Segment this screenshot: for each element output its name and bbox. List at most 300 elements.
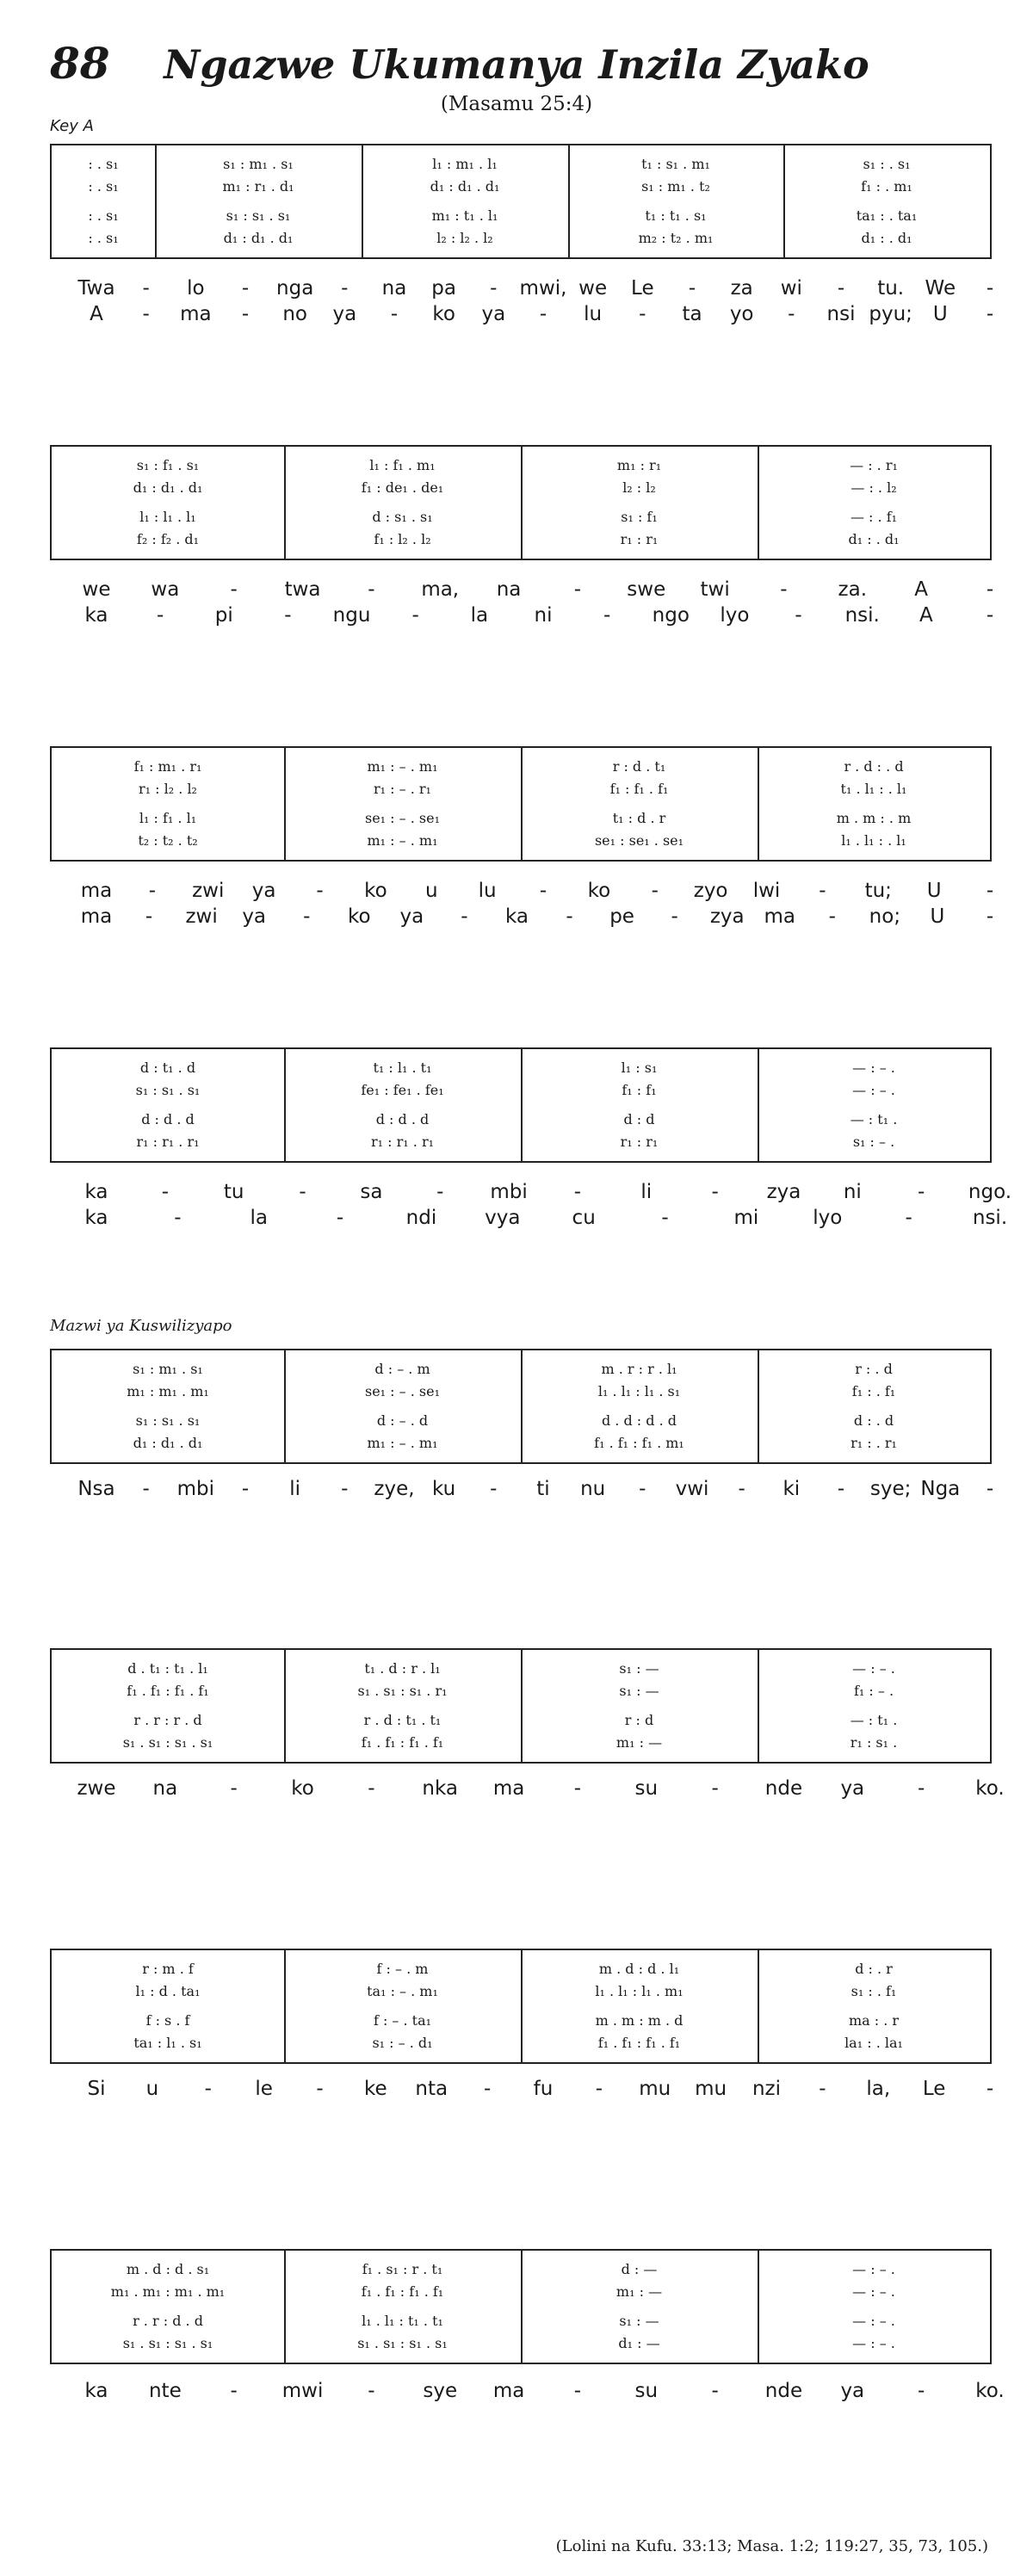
solfa-notes: r : d xyxy=(624,1712,654,1728)
solfa-notes: f₁ : . f₁ xyxy=(851,1383,896,1399)
voice-row xyxy=(52,2012,990,2029)
solfa-notes: m₁ : — xyxy=(615,2283,663,2300)
solfa-notes: s₁ : f₁ xyxy=(621,509,658,525)
syllable-hyphen: - xyxy=(566,905,573,928)
lyric-syllable: lo xyxy=(187,277,205,300)
solfa-notes: r₁ : . r₁ xyxy=(851,1435,897,1451)
syllable-hyphen: - xyxy=(204,2078,212,2100)
solfa-notes: fe₁ : fe₁ . fe₁ xyxy=(361,1082,444,1098)
syllable-hyphen: - xyxy=(651,880,659,902)
lyric-syllable: vya xyxy=(485,1207,521,1229)
lyric-syllable: nsi. xyxy=(844,604,880,627)
solfa-notes: l₁ : m₁ . l₁ xyxy=(432,156,498,172)
syllable-hyphen: - xyxy=(639,1478,646,1500)
solfa-notes: s₁ : – . xyxy=(852,1134,895,1150)
voice-row xyxy=(52,1111,990,1128)
solfa-notes: m₂ : t₂ . m₁ xyxy=(638,230,714,246)
lyric-syllable: zya xyxy=(766,1181,801,1203)
lyric-syllable: ma xyxy=(492,1777,525,1800)
solfa-notes: f₁ : f₁ xyxy=(622,1082,657,1098)
solfa-notes: l₂ : l₂ xyxy=(622,479,656,496)
lyric-syllable: u xyxy=(145,2078,159,2100)
syllable-hyphen: - xyxy=(905,1207,912,1229)
music-system xyxy=(50,144,992,259)
lyric-line xyxy=(0,277,1033,301)
lyric-line xyxy=(0,578,1033,602)
lyric-syllable: zyo xyxy=(693,880,728,902)
syllable-hyphen: - xyxy=(573,2380,582,2402)
lyric-syllable: ni xyxy=(843,1181,862,1203)
solfa-notes: la₁ : . la₁ xyxy=(844,2035,903,2051)
lyric-syllable: la xyxy=(250,1207,268,1229)
syllable-hyphen: - xyxy=(986,303,994,325)
solfa-notes: l₁ . l₁ : l₁ . m₁ xyxy=(595,1983,684,1999)
syllable-hyphen: - xyxy=(461,905,468,928)
voice-row xyxy=(52,1134,990,1151)
lyric-syllable: mu xyxy=(639,2078,671,2100)
lyric-syllable: mu xyxy=(695,2078,727,2100)
lyric-syllable: Si xyxy=(87,2078,106,2100)
lyric-syllable: na xyxy=(152,1777,178,1800)
solfa-notes: r₁ : r₁ xyxy=(620,531,659,547)
lyric-syllable: mi xyxy=(733,1207,759,1229)
lyric-syllable: nzi xyxy=(752,2078,782,2100)
lyric-syllable: la xyxy=(470,604,489,627)
solfa-notes: r₁ : l₂ . l₂ xyxy=(139,781,197,797)
voice-row xyxy=(52,1059,990,1077)
syllable-hyphen: - xyxy=(316,880,324,902)
syllable-hyphen: - xyxy=(299,1181,306,1203)
lyric-syllable: nka xyxy=(422,1777,459,1800)
syllable-hyphen: - xyxy=(711,2380,719,2402)
lyric-syllable: Nga xyxy=(920,1478,961,1500)
solfa-notes: r₁ : r₁ . r₁ xyxy=(136,1134,200,1150)
syllable-hyphen: - xyxy=(986,277,994,300)
voice-row xyxy=(52,479,990,497)
lyric-syllable: U xyxy=(930,905,945,928)
solfa-notes: r . r : d . d xyxy=(133,2313,203,2329)
lyric-syllable: zwi xyxy=(192,880,225,902)
lyric-syllable: ni xyxy=(534,604,553,627)
lyric-syllable: ti xyxy=(536,1478,550,1500)
solfa-notes: d : d . d xyxy=(141,1111,195,1127)
solfa-notes: m . r : r . l₁ xyxy=(601,1361,677,1377)
solfa-notes: s₁ : m₁ . t₂ xyxy=(641,178,710,195)
lyric-syllable: ka xyxy=(504,905,529,928)
solfa-notes: s₁ : s₁ . s₁ xyxy=(135,1082,201,1098)
syllable-hyphen: - xyxy=(142,1478,150,1500)
solfa-notes: l₁ : d . ta₁ xyxy=(135,1983,201,1999)
music-system xyxy=(50,746,992,862)
solfa-notes: m₁ : – . m₁ xyxy=(367,758,438,775)
page-number: 88 xyxy=(50,38,110,89)
lyric-syllable: ma xyxy=(492,2380,525,2402)
syllable-hyphen: - xyxy=(241,303,250,325)
syllable-hyphen: - xyxy=(241,1478,250,1500)
syllable-hyphen: - xyxy=(368,1777,375,1800)
lyric-syllable: twi xyxy=(700,578,730,601)
music-system xyxy=(50,445,992,560)
solfa-notes: m₁ : r₁ . d₁ xyxy=(222,178,294,195)
lyric-syllable: zye, xyxy=(374,1478,415,1500)
lyric-syllable: zwi xyxy=(185,905,218,928)
lyric-syllable: zwe xyxy=(77,1777,116,1800)
voice-row xyxy=(52,1383,990,1400)
solfa-notes: r₁ : – . r₁ xyxy=(374,781,431,797)
syllable-hyphen: - xyxy=(788,303,795,325)
lyric-syllable: A xyxy=(90,303,103,325)
scripture-reference: (Masamu 25:4) xyxy=(440,93,593,115)
syllable-hyphen: - xyxy=(490,1478,498,1500)
solfa-notes: f : – . m xyxy=(376,1961,429,1977)
lyric-syllable: ya xyxy=(840,1777,865,1800)
lyric-syllable: Nsa xyxy=(77,1478,115,1500)
syllable-hyphen: - xyxy=(917,1181,925,1203)
lyric-syllable: sye; xyxy=(869,1478,912,1500)
lyric-syllable: A xyxy=(914,578,929,601)
lyric-syllable: ma xyxy=(80,880,113,902)
lyric-syllable: ngo xyxy=(652,604,690,627)
music-system xyxy=(50,1047,992,1163)
solfa-notes: f₁ : f₁ . f₁ xyxy=(609,781,669,797)
syllable-hyphen: - xyxy=(595,2078,603,2100)
syllable-hyphen: - xyxy=(917,1777,925,1800)
lyric-syllable: Le xyxy=(631,277,654,300)
syllable-hyphen: - xyxy=(819,2078,826,2100)
lyric-line xyxy=(0,880,1033,904)
lyric-syllable: we xyxy=(82,578,111,601)
voice-row xyxy=(52,1082,990,1099)
solfa-notes: f₁ . f₁ : f₁ . m₁ xyxy=(594,1435,684,1451)
voice-row xyxy=(52,2313,990,2330)
solfa-notes: f₁ . f₁ : f₁ . f₁ xyxy=(597,2035,681,2051)
solfa-notes: d₁ : . d₁ xyxy=(861,230,912,246)
lyric-line xyxy=(0,1478,1033,1502)
solfa-notes: s₁ : — xyxy=(619,1660,659,1677)
solfa-notes: d : — xyxy=(621,2261,658,2277)
lyric-syllable: Le xyxy=(922,2078,946,2100)
lyric-syllable: tu xyxy=(223,1181,244,1203)
solfa-notes: l₁ . l₁ : t₁ . t₁ xyxy=(362,2313,443,2329)
syllable-hyphen: - xyxy=(711,1777,719,1800)
song-title: Ngazwe Ukumanya Inzila Zyako xyxy=(164,41,869,88)
lyric-syllable: ka xyxy=(84,604,108,627)
solfa-notes: l₁ : f₁ . m₁ xyxy=(369,457,436,473)
lyric-syllable: ya xyxy=(481,303,506,325)
lyric-syllable: no xyxy=(282,303,307,325)
solfa-notes: f₁ : m₁ . r₁ xyxy=(133,758,202,775)
solfa-notes: s₁ : — xyxy=(619,1683,659,1699)
solfa-notes: m . d : d . l₁ xyxy=(598,1961,680,1977)
solfa-notes: s₁ : – . d₁ xyxy=(372,2035,433,2051)
solfa-notes: — : – . xyxy=(852,2283,895,2300)
voice-row xyxy=(52,1734,990,1751)
solfa-notes: se₁ : se₁ . se₁ xyxy=(594,832,684,849)
lyric-syllable: za xyxy=(730,277,753,300)
syllable-hyphen: - xyxy=(174,1207,182,1229)
voice-row xyxy=(52,1361,990,1378)
syllable-hyphen: - xyxy=(390,303,399,325)
lyric-syllable: mbi xyxy=(176,1478,215,1500)
lyric-syllable: ma xyxy=(80,905,113,928)
solfa-notes: d₁ : d₁ . d₁ xyxy=(133,1435,203,1451)
solfa-notes: t₁ . l₁ : . l₁ xyxy=(840,781,907,797)
syllable-hyphen: - xyxy=(303,905,311,928)
syllable-hyphen: - xyxy=(986,578,994,601)
solfa-notes: s₁ : f₁ . s₁ xyxy=(136,457,200,473)
voice-row xyxy=(52,2335,990,2352)
syllable-hyphen: - xyxy=(284,604,292,627)
solfa-notes: d : d . d xyxy=(375,1111,430,1127)
lyric-line xyxy=(0,604,1033,628)
syllable-hyphen: - xyxy=(986,1478,994,1500)
solfa-notes: se₁ : – . se₁ xyxy=(364,810,441,826)
lyric-syllable: ke xyxy=(364,2078,387,2100)
lyric-syllable: na xyxy=(496,578,522,601)
solfa-notes: : . s₁ xyxy=(88,230,119,246)
lyric-syllable: no; xyxy=(869,905,901,928)
lyric-syllable: ka xyxy=(84,1181,108,1203)
music-system xyxy=(50,2249,992,2364)
lyric-syllable: na xyxy=(381,277,407,300)
voice-row xyxy=(52,207,990,225)
solfa-notes: — : – . xyxy=(852,1059,895,1076)
solfa-notes: s₁ : m₁ . s₁ xyxy=(133,1361,203,1377)
syllable-hyphen: - xyxy=(156,604,164,627)
key-signature: Key A xyxy=(50,117,94,135)
refrain-label: Mazwi ya Kuswilizyapo xyxy=(50,1317,232,1335)
music-system xyxy=(50,1949,992,2064)
solfa-notes: f₁ . f₁ : f₁ . f₁ xyxy=(361,2283,444,2300)
lyric-syllable: ma xyxy=(180,303,212,325)
syllable-hyphen: - xyxy=(573,1777,582,1800)
lyric-syllable: ki xyxy=(782,1478,801,1500)
syllable-hyphen: - xyxy=(341,1478,349,1500)
solfa-notes: m₁ : – . m₁ xyxy=(367,1435,438,1451)
solfa-notes: t₁ : s₁ . m₁ xyxy=(641,156,710,172)
voice-row xyxy=(52,1683,990,1700)
syllable-hyphen: - xyxy=(837,277,845,300)
lyric-syllable: su xyxy=(634,2380,659,2402)
syllable-hyphen: - xyxy=(573,1181,582,1203)
lyric-syllable: ma xyxy=(764,905,795,928)
voice-row xyxy=(52,758,990,775)
solfa-notes: : . s₁ xyxy=(88,156,119,172)
voice-row xyxy=(52,457,990,474)
lyric-syllable: ko xyxy=(347,905,371,928)
syllable-hyphen: - xyxy=(230,2380,238,2402)
lyric-syllable: cu xyxy=(572,1207,596,1229)
solfa-notes: l₂ : l₂ . l₂ xyxy=(436,230,493,246)
voice-row xyxy=(52,178,990,195)
syllable-hyphen: - xyxy=(986,880,994,902)
syllable-hyphen: - xyxy=(436,1181,444,1203)
lyric-syllable: U xyxy=(926,880,942,902)
solfa-notes: — : t₁ . xyxy=(850,1111,898,1127)
syllable-hyphen: - xyxy=(986,905,994,928)
solfa-notes: s₁ : s₁ . s₁ xyxy=(135,1412,201,1429)
solfa-notes: — : – . xyxy=(852,2261,895,2277)
lyric-syllable: ko xyxy=(587,880,611,902)
music-system xyxy=(50,1349,992,1464)
syllable-hyphen: - xyxy=(539,303,547,325)
voice-row xyxy=(52,1412,990,1430)
voice-row xyxy=(52,531,990,548)
lyric-syllable: ka xyxy=(84,1207,108,1229)
voice-row xyxy=(52,781,990,798)
lyric-syllable: lu xyxy=(478,880,497,902)
voice-row xyxy=(52,1961,990,1978)
lyric-syllable: we xyxy=(578,277,608,300)
syllable-hyphen: - xyxy=(795,604,802,627)
solfa-notes: l₁ : f₁ . l₁ xyxy=(139,810,197,826)
solfa-notes: m₁ : r₁ xyxy=(616,457,662,473)
lyric-syllable: ya xyxy=(242,905,267,928)
solfa-notes: d₁ : d₁ . d₁ xyxy=(223,230,294,246)
lyric-syllable: la, xyxy=(866,2078,891,2100)
solfa-notes: ta₁ : – . m₁ xyxy=(367,1983,438,1999)
voice-row xyxy=(52,1712,990,1729)
footer-references: (Lolini na Kufu. 33:13; Masa. 1:2; 119:27, 35, 73, 105.) xyxy=(555,2537,988,2555)
syllable-hyphen: - xyxy=(241,277,250,300)
solfa-notes: m₁ : m₁ . m₁ xyxy=(127,1383,209,1399)
lyric-line xyxy=(0,1181,1033,1205)
solfa-notes: se₁ : – . se₁ xyxy=(364,1383,441,1399)
solfa-notes: d . d : d . d xyxy=(601,1412,677,1429)
lyric-syllable: u xyxy=(424,880,438,902)
syllable-hyphen: - xyxy=(316,2078,324,2100)
solfa-notes: — : . l₂ xyxy=(851,479,897,496)
lyric-line xyxy=(0,1777,1033,1801)
syllable-hyphen: - xyxy=(828,905,836,928)
voice-row xyxy=(52,1983,990,2000)
syllable-hyphen: - xyxy=(661,1207,669,1229)
solfa-notes: d : – . d xyxy=(376,1412,429,1429)
solfa-notes: ta₁ : l₁ . s₁ xyxy=(133,2035,202,2051)
syllable-hyphen: - xyxy=(738,1478,745,1500)
lyric-syllable: zya xyxy=(709,905,745,928)
syllable-hyphen: - xyxy=(230,578,238,601)
syllable-hyphen: - xyxy=(917,2380,925,2402)
lyric-syllable: fu xyxy=(533,2078,554,2100)
solfa-notes: d : s₁ . s₁ xyxy=(372,509,433,525)
syllable-hyphen: - xyxy=(639,303,646,325)
solfa-notes: s₁ : m₁ . s₁ xyxy=(223,156,294,172)
solfa-notes: : . s₁ xyxy=(88,178,119,195)
solfa-notes: s₁ . s₁ : s₁ . s₁ xyxy=(122,2335,213,2351)
syllable-hyphen: - xyxy=(142,277,150,300)
lyric-line xyxy=(0,303,1033,327)
lyric-syllable: pi xyxy=(214,604,233,627)
solfa-notes: f₁ . f₁ : f₁ . f₁ xyxy=(127,1683,209,1699)
lyric-syllable: nga xyxy=(276,277,314,300)
syllable-hyphen: - xyxy=(819,880,826,902)
solfa-notes: r : . d xyxy=(855,1361,893,1377)
voice-row xyxy=(52,810,990,827)
solfa-notes: m₁ : – . m₁ xyxy=(367,832,438,849)
solfa-notes: l₁ . l₁ : l₁ . s₁ xyxy=(597,1383,681,1399)
syllable-hyphen: - xyxy=(490,277,498,300)
solfa-notes: d₁ : — xyxy=(618,2335,660,2351)
solfa-notes: r . d : t₁ . t₁ xyxy=(363,1712,442,1728)
solfa-notes: d : . r xyxy=(855,1961,893,1977)
lyric-syllable: sye xyxy=(423,2380,458,2402)
lyric-syllable: nsi. xyxy=(972,1207,1008,1229)
lyric-syllable: wa xyxy=(151,578,180,601)
lyric-syllable: ku xyxy=(432,1478,456,1500)
lyric-syllable: nte xyxy=(148,2380,182,2402)
lyric-syllable: wi xyxy=(780,277,802,300)
voice-row xyxy=(52,2261,990,2278)
lyric-syllable: sa xyxy=(360,1181,383,1203)
solfa-notes: m₁ : t₁ . l₁ xyxy=(431,207,498,224)
lyric-syllable: su xyxy=(634,1777,659,1800)
syllable-hyphen: - xyxy=(411,604,419,627)
syllable-hyphen: - xyxy=(161,1181,169,1203)
solfa-notes: d₁ : . d₁ xyxy=(848,531,900,547)
solfa-notes: — : – . xyxy=(852,2313,895,2329)
lyric-syllable: We xyxy=(925,277,956,300)
syllable-hyphen: - xyxy=(603,604,611,627)
solfa-notes: d . t₁ : t₁ . l₁ xyxy=(127,1660,208,1677)
solfa-notes: t₁ : d . r xyxy=(612,810,666,826)
voice-row xyxy=(52,156,990,173)
lyric-syllable: pa xyxy=(431,277,457,300)
lyric-syllable: ya xyxy=(251,880,276,902)
syllable-hyphen: - xyxy=(336,1207,344,1229)
syllable-hyphen: - xyxy=(142,303,150,325)
solfa-notes: m . m : . m xyxy=(836,810,912,826)
solfa-notes: s₁ : — xyxy=(619,2313,659,2329)
lyric-syllable: ngo. xyxy=(968,1181,1012,1203)
syllable-hyphen: - xyxy=(148,880,157,902)
solfa-notes: r : d . t₁ xyxy=(612,758,666,775)
syllable-hyphen: - xyxy=(837,1478,845,1500)
lyric-syllable: ko xyxy=(432,303,455,325)
solfa-notes: l₁ . l₁ : . l₁ xyxy=(841,832,906,849)
solfa-notes: t₁ : t₁ . s₁ xyxy=(645,207,707,224)
syllable-hyphen: - xyxy=(671,905,678,928)
lyric-syllable: tu. xyxy=(877,277,905,300)
syllable-hyphen: - xyxy=(483,2078,492,2100)
lyric-syllable: ka xyxy=(84,2380,108,2402)
lyric-syllable: nde xyxy=(764,1777,803,1800)
solfa-notes: r . r : r . d xyxy=(133,1712,202,1728)
solfa-notes: f : – . ta₁ xyxy=(373,2012,432,2029)
lyric-syllable: ya xyxy=(840,2380,865,2402)
lyric-syllable: Twa xyxy=(77,277,115,300)
lyric-syllable: ta xyxy=(682,303,702,325)
syllable-hyphen: - xyxy=(986,604,994,627)
solfa-notes: s₁ : . f₁ xyxy=(851,1983,897,1999)
solfa-notes: l₁ : l₁ . l₁ xyxy=(139,509,196,525)
solfa-notes: s₁ . s₁ : s₁ . s₁ xyxy=(122,1734,213,1751)
lyric-syllable: mwi, xyxy=(519,277,567,300)
syllable-hyphen: - xyxy=(145,905,153,928)
voice-row xyxy=(52,230,990,247)
voice-row xyxy=(52,2283,990,2301)
lyric-syllable: ko. xyxy=(975,1777,1005,1800)
lyric-syllable: mbi xyxy=(490,1181,528,1203)
solfa-notes: f₁ . f₁ : f₁ . f₁ xyxy=(361,1734,444,1751)
solfa-notes: f₁ : l₂ . l₂ xyxy=(374,531,431,547)
lyric-syllable: nsi xyxy=(826,303,856,325)
lyric-syllable: lyo xyxy=(720,604,750,627)
solfa-notes: : . s₁ xyxy=(88,207,119,224)
lyric-syllable: ya xyxy=(399,905,424,928)
lyric-syllable: A xyxy=(919,604,933,627)
lyric-syllable: pyu; xyxy=(869,303,912,325)
